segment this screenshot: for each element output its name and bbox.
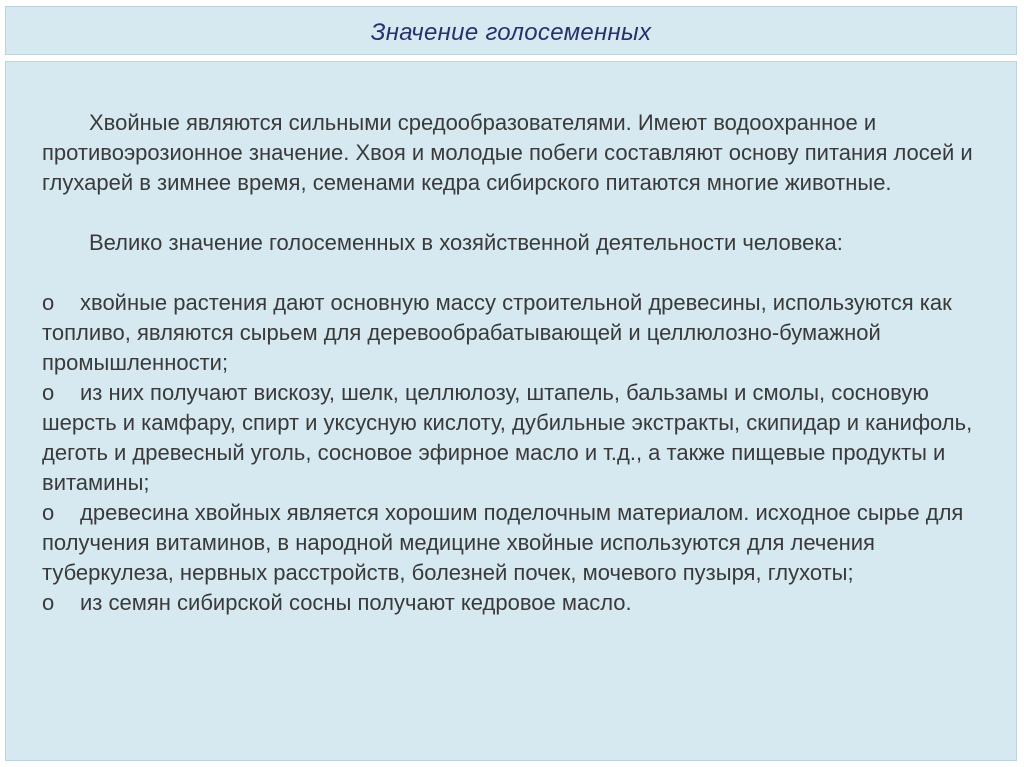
- paragraph-spacer: [42, 198, 992, 228]
- content-panel: [5, 61, 1017, 761]
- bullet-text-2: из них получают вискозу, шелк, целлюлозу, штапель, бальзамы и смолы, сосновую шерсть и камфару, спирт и уксусную кислоту, дубильные экстракты, скипидар и канифоль, деготь и древесный уголь, сосновое эфирное масло и т.д., а также пищевые продукты и витамины;: [42, 380, 973, 495]
- bullet-marker: o: [42, 590, 55, 615]
- bullet-marker: o: [42, 380, 55, 405]
- paragraph-spacer: [42, 258, 992, 288]
- bullet-marker: o: [42, 290, 55, 315]
- bullet-text-1: хвойные растения дают основную массу строительной древесины, используются как топливо, являются сырьем для деревообрабатывающей и целлюлозно-бумажной промышленности;: [42, 290, 952, 375]
- bullet-item-1: [42, 288, 992, 378]
- bullet-item-4: [42, 588, 992, 618]
- bullet-text-3: древесина хвойных является хорошим поделочным материалом. исходное сырье для получения витаминов, в народной медицине хвойные используются для лечения туберкулеза, нервных расстройств, болезней почек, мочевого пузыря, глухоты;: [42, 500, 964, 585]
- bullet-marker: o: [42, 500, 55, 525]
- bullet-item-3: [42, 498, 992, 588]
- slide-title: Значение голосеменных: [370, 19, 652, 46]
- paragraph-2: Велико значение голосеменных в хозяйственной деятельности человека:: [89, 230, 843, 255]
- bullet-text-4: из семян сибирской сосны получают кедровое масло.: [80, 590, 632, 615]
- body-text: [42, 108, 992, 618]
- title-panel: [5, 6, 1017, 55]
- paragraph-1: Хвойные являются сильными средообразователями. Имеют водоохранное и противоэрозионное значение. Хвоя и молодые побеги составляют основу питания лосей и глухарей в зимнее время, семенами кедра сибирского питаются многие животные.: [42, 110, 973, 195]
- bullet-item-2: [42, 378, 992, 498]
